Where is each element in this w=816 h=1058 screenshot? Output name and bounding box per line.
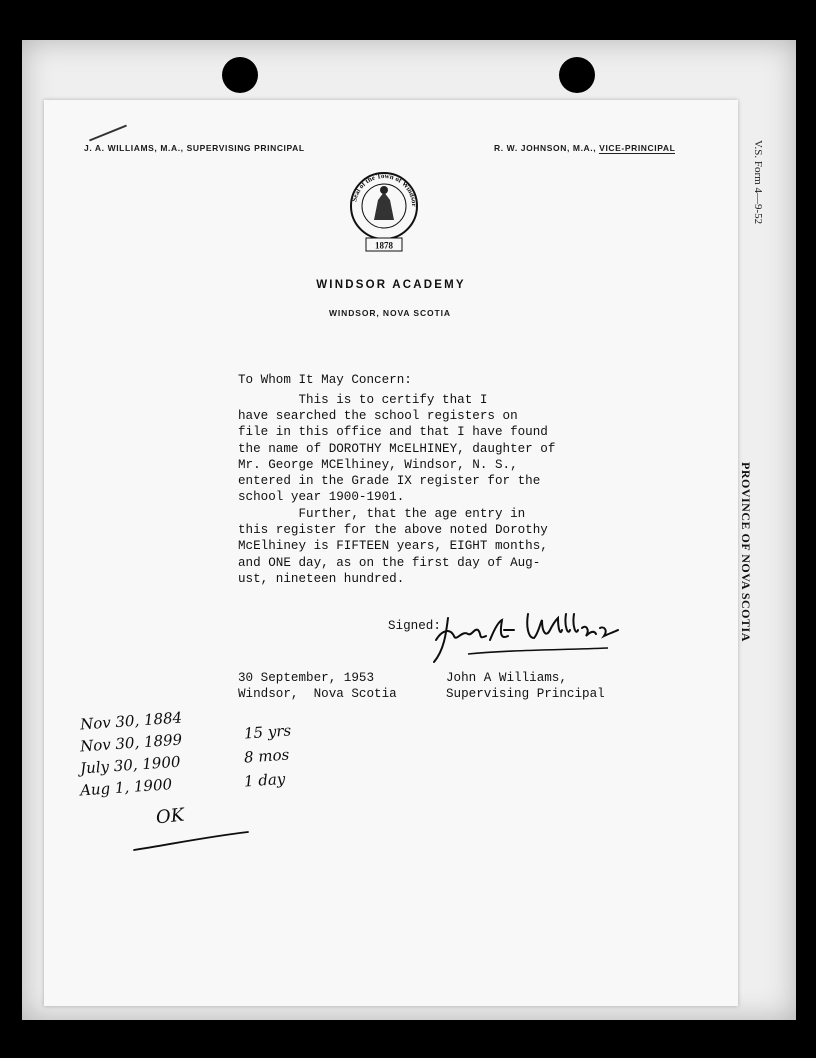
- punch-hole-right: [559, 57, 595, 93]
- signer-title: Supervising Principal: [446, 687, 605, 702]
- handwritten-ages: [244, 720, 291, 792]
- town-seal: [348, 170, 420, 254]
- handwritten-dates: [80, 710, 182, 798]
- letter-date: 30 September, 1953: [238, 671, 375, 685]
- punch-hole-left: [222, 57, 258, 93]
- hand-age-years: 15 yrs: [243, 721, 292, 743]
- handwritten-ok: OK: [154, 804, 186, 829]
- ok-underline: [132, 820, 252, 860]
- pen-mark: [89, 125, 127, 142]
- signed-label: Signed:: [388, 619, 441, 633]
- letter-sheet: [44, 100, 738, 1006]
- age-paragraph: Further, that the age entry in this register for the above noted Dorothy McElhiney is FIFTEEN years, EIGHT months, and ONE day, as on the first day of Aug- ust, nineteen hundred.: [238, 507, 548, 586]
- vice-principal-name: R. W. JOHNSON, M.A.,: [494, 143, 600, 153]
- vice-principal-title: VICE-PRINCIPAL: [599, 143, 676, 153]
- signer-block: [446, 670, 605, 702]
- school-location: WINDSOR, NOVA SCOTIA: [329, 308, 451, 318]
- letterhead-principal: J. A. WILLIAMS, M.A., SUPERVISING PRINCIPAL: [84, 143, 305, 153]
- seal-year: 1878: [375, 240, 393, 251]
- certification-paragraph: This is to certify that I have searched the school registers on file in this office and that I have found the name of DOROTHY McELHINEY, daughter of Mr. George MCElhiney, Windsor, N. S., entered in the Grade IX register for the school year 1900-1901.: [238, 393, 556, 505]
- seal-text: Seal of the Town of Windsor: [350, 171, 419, 207]
- hand-age-days: 1 day: [243, 769, 286, 791]
- letterhead-vice-principal: [494, 143, 675, 153]
- salutation: To Whom It May Concern:: [238, 373, 412, 387]
- hand-age-months: 8 mos: [243, 745, 290, 767]
- form-number-label: V.S. Form 4—9-52: [752, 140, 764, 225]
- hand-date-1: Nov 30, 1884: [79, 708, 183, 734]
- signer-name: John A Williams,: [446, 671, 567, 685]
- letter-place: Windsor, Nova Scotia: [238, 687, 397, 702]
- letter-date-block: [238, 670, 397, 702]
- hand-date-3: July 30, 1900: [79, 752, 182, 778]
- school-name: WINDSOR ACADEMY: [316, 279, 466, 291]
- hand-date-2: Nov 30, 1899: [79, 730, 183, 756]
- province-stamp: PROVINCE OF NOVA SCOTIA: [739, 462, 753, 642]
- hand-date-4: Aug 1, 1900: [79, 775, 173, 800]
- handwritten-signature: [428, 600, 628, 670]
